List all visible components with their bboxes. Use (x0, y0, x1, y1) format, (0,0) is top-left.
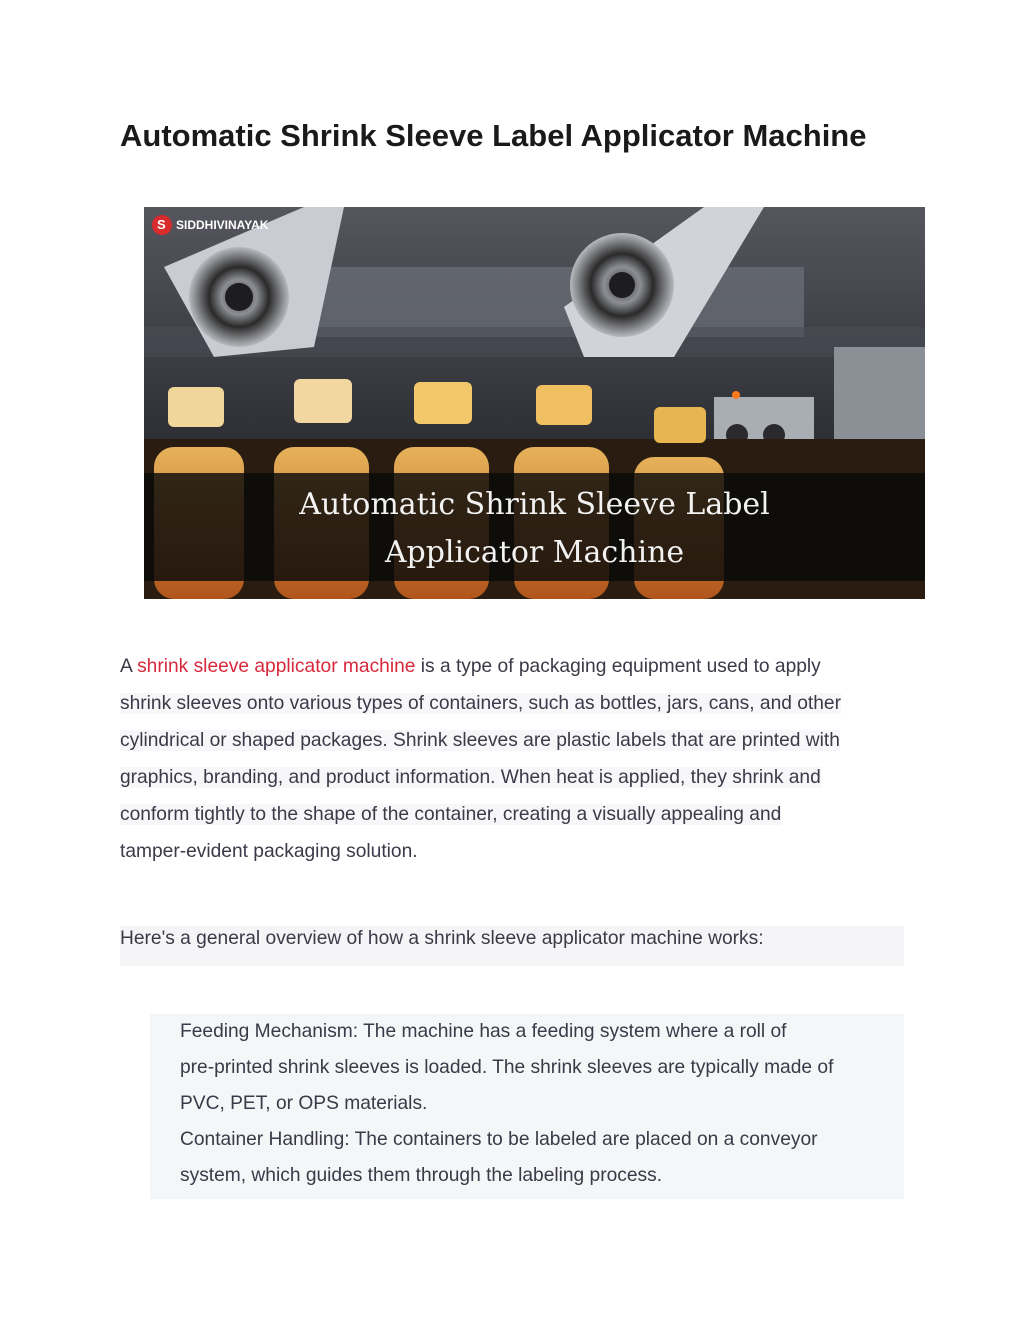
logo-icon (152, 215, 172, 235)
intro-line-2: shrink sleeves onto various types of containers, such as bottles, jars, cans, and other (120, 693, 841, 714)
shrink-sleeve-link[interactable]: shrink sleeve applicator machine (137, 656, 416, 677)
step-line-5: system, which guides them through the labeling process. (180, 1165, 663, 1186)
image-caption (144, 473, 925, 581)
intro-paragraph (120, 648, 880, 870)
intro-prefix: A (120, 656, 138, 677)
intro-line-3: cylindrical or shaped packages. Shrink sleeves are plastic labels that are printed with (120, 730, 840, 751)
logo-text: SIDDHIVINAYAK (176, 218, 269, 232)
step-line-4: Container Handling: The containers to be labeled are placed on a conveyor (180, 1129, 818, 1150)
intro-line-1: is a type of packaging equipment used to apply (415, 656, 821, 677)
step-line-2: pre-printed shrink sleeves is loaded. The shrink sleeves are typically made of (180, 1057, 834, 1078)
hero-image (144, 207, 925, 599)
intro-line-4: graphics, branding, and product information. When heat is applied, they shrink and (120, 767, 821, 788)
caption-line-1: Automatic Shrink Sleeve Label (299, 487, 770, 522)
caption-line-2: Applicator Machine (384, 535, 685, 570)
overview-heading: Here's a general overview of how a shrink sleeve applicator machine works: (120, 926, 904, 966)
steps-list (150, 1014, 904, 1199)
step-line-3: PVC, PET, or OPS materials. (180, 1093, 428, 1114)
brand-logo (152, 215, 268, 235)
page-title: Automatic Shrink Sleeve Label Applicator Machine (120, 118, 867, 153)
intro-line-5: conform tightly to the shape of the container, creating a visually appealing and (120, 804, 782, 825)
intro-line-6: tamper-evident packaging solution. (120, 841, 418, 862)
step-line-1: Feeding Mechanism: The machine has a feeding system where a roll of (180, 1021, 787, 1042)
